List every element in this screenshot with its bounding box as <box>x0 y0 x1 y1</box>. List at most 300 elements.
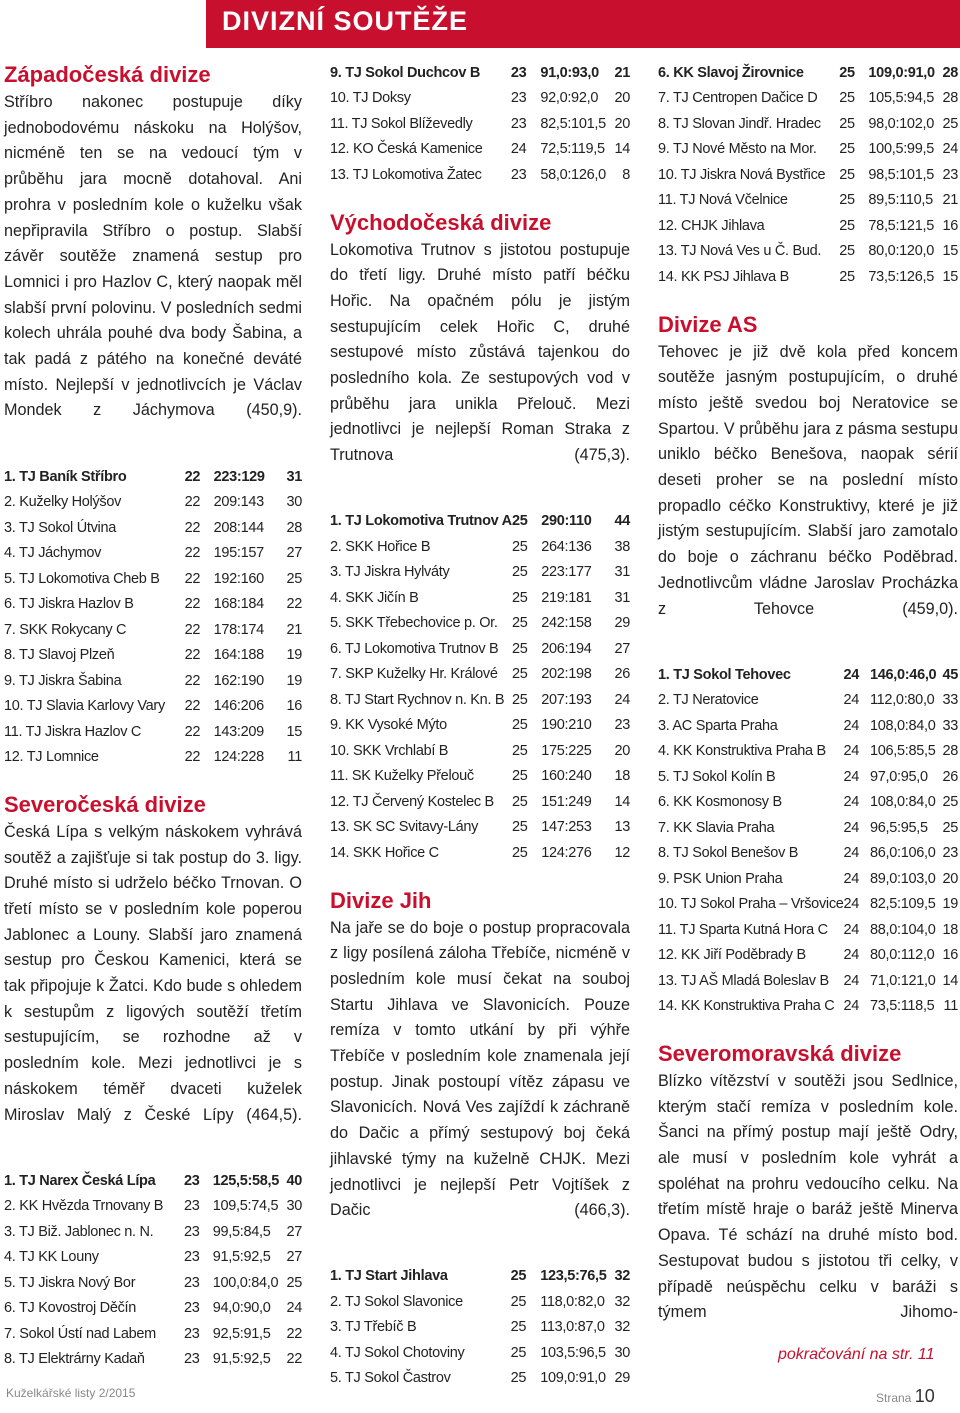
team-name: 12. TJ Lomnice <box>4 749 99 766</box>
games-played: 23 <box>183 1198 200 1215</box>
score: 82,5:101,5 <box>540 115 606 132</box>
points: 8 <box>622 166 630 183</box>
games-played: 24 <box>843 692 860 709</box>
team-name: 11. TJ Sokol Blíževedly <box>330 115 473 132</box>
points: 15 <box>942 268 958 285</box>
table-row <box>330 60 630 86</box>
score: 147:253 <box>541 819 592 836</box>
score: 160:240 <box>541 768 592 785</box>
points: 16 <box>286 698 302 715</box>
score: 88,0:104,0 <box>869 921 936 938</box>
team-name: 2. TJ Neratovice <box>658 692 759 709</box>
team-name: 5. TJ Jiskra Nový Bor <box>4 1274 136 1291</box>
points: 21 <box>286 621 302 638</box>
games-played: 25 <box>511 717 528 734</box>
standings-table-continued <box>330 60 630 188</box>
score: 92,0:92,0 <box>540 90 599 107</box>
points: 16 <box>942 947 958 964</box>
points: 14 <box>614 793 630 810</box>
games-played: 22 <box>184 494 201 511</box>
score: 223:129 <box>213 468 265 485</box>
games-played: 22 <box>184 468 201 485</box>
table-row <box>658 188 958 214</box>
points: 11 <box>287 749 302 766</box>
team-name: 10. SKK Vrchlabí B <box>330 742 449 759</box>
table-row <box>658 687 958 713</box>
score: 195:157 <box>213 545 264 562</box>
points: 28 <box>286 519 302 536</box>
table-row <box>4 1346 302 1372</box>
table-row <box>658 162 958 188</box>
games-played: 24 <box>843 819 860 836</box>
table-row <box>658 86 958 112</box>
points: 27 <box>614 640 630 657</box>
points: 23 <box>614 717 630 734</box>
table-row <box>330 687 630 713</box>
games-played: 25 <box>511 666 528 683</box>
team-name: 6. TJ Jiskra Hazlov B <box>4 596 134 613</box>
table-row <box>658 764 958 790</box>
games-played: 23 <box>510 64 527 81</box>
team-name: 7. SKK Rokycany C <box>4 621 127 638</box>
table-row <box>658 239 958 265</box>
score: 113,0:87,0 <box>540 1319 605 1336</box>
games-played: 22 <box>184 570 201 587</box>
games-played: 24 <box>843 743 860 760</box>
points: 18 <box>942 921 958 938</box>
games-played: 25 <box>511 589 528 606</box>
points: 25 <box>286 1274 302 1291</box>
team-name: 6. TJ Lokomotiva Trutnov B <box>330 640 499 657</box>
table-row <box>658 917 958 943</box>
games-played: 22 <box>184 749 201 766</box>
games-played: 22 <box>184 647 201 664</box>
team-name: 4. TJ Jáchymov <box>4 545 102 562</box>
table-row <box>658 213 958 239</box>
score: 98,5:101,5 <box>868 166 934 183</box>
score: 202:198 <box>541 666 592 683</box>
games-played: 22 <box>184 621 201 638</box>
score: 73,5:118,5 <box>869 998 935 1015</box>
score: 108,0:84,0 <box>869 717 936 734</box>
team-name: 10. TJ Jiskra Nová Bystřice <box>658 166 826 183</box>
section-severomoravska <box>658 1041 958 1352</box>
team-name: 2. SKK Hořice B <box>330 538 431 555</box>
points: 33 <box>942 692 958 709</box>
team-name: 5. TJ Sokol Kolín B <box>658 768 776 785</box>
games-played: 23 <box>183 1274 200 1291</box>
score: 208:144 <box>213 519 264 536</box>
table-row <box>4 515 302 541</box>
table-row <box>4 1321 302 1347</box>
table-row <box>330 636 630 662</box>
score: 112,0:80,0 <box>869 692 935 709</box>
team-name: 4. TJ Sokol Chotoviny <box>330 1344 465 1361</box>
games-played: 23 <box>510 90 527 107</box>
games-played: 23 <box>510 115 527 132</box>
table-row <box>4 642 302 668</box>
games-played: 25 <box>510 1344 527 1361</box>
points: 14 <box>942 972 958 989</box>
games-played: 23 <box>183 1351 200 1368</box>
team-name: 12. KK Jiří Poděbrady B <box>658 947 806 964</box>
score: 100,5:99,5 <box>868 141 934 158</box>
points: 22 <box>286 596 302 613</box>
magazine-name: Kuželkářské listy 2/2015 <box>6 1386 136 1400</box>
score: 146,0:46,0 <box>869 666 937 683</box>
team-name: 13. SK SC Svitavy-Lány <box>330 819 479 836</box>
points: 21 <box>614 64 630 81</box>
games-played: 24 <box>843 794 860 811</box>
points: 32 <box>614 1268 630 1285</box>
table-row <box>330 534 630 560</box>
team-name: 2. KK Hvězda Trnovany B <box>4 1198 164 1215</box>
table-row <box>330 1315 630 1341</box>
table-row <box>330 713 630 739</box>
score: 98,0:102,0 <box>868 115 934 132</box>
team-name: 8. TJ Start Rychnov n. Kn. B <box>330 691 505 708</box>
games-played: 23 <box>183 1325 200 1342</box>
score: 73,5:126,5 <box>868 268 934 285</box>
points: 26 <box>614 666 630 683</box>
games-played: 25 <box>510 1293 527 1310</box>
table-row <box>4 1270 302 1296</box>
table-row <box>330 86 630 112</box>
team-name: 14. SKK Hořice C <box>330 844 439 861</box>
points: 29 <box>614 1370 630 1387</box>
team-name: 1. TJ Baník Stříbro <box>4 468 127 485</box>
table-row <box>658 866 958 892</box>
section-title: Východočeská divize <box>330 209 552 235</box>
score: 290:110 <box>541 513 592 530</box>
table-row <box>4 617 302 643</box>
score: 123,5:76,5 <box>540 1268 607 1285</box>
continuation-link[interactable]: pokračování na str. 11 <box>778 1346 935 1363</box>
games-played: 25 <box>839 141 855 158</box>
games-played: 22 <box>184 672 201 689</box>
games-played: 25 <box>511 768 528 785</box>
table-row <box>658 942 958 968</box>
score: 109,0:91,0 <box>540 1370 606 1387</box>
score: 89,5:110,5 <box>868 192 933 209</box>
table-row <box>330 815 630 841</box>
team-name: 7. TJ Centropen Dačice D <box>658 90 818 107</box>
column-right <box>658 58 958 1352</box>
team-name: 10. TJ Doksy <box>330 90 411 107</box>
team-name: 4. SKK Jičín B <box>330 589 419 606</box>
team-name: 8. TJ Slavoj Plzeň <box>4 647 115 664</box>
score: 80,0:120,0 <box>868 243 934 260</box>
points: 25 <box>942 115 958 132</box>
score: 223:177 <box>541 564 592 581</box>
standings-table <box>330 509 630 866</box>
table-row <box>658 264 958 290</box>
team-name: 13. TJ Nová Ves u Č. Bud. <box>658 243 822 260</box>
score: 96,5:95,5 <box>869 819 928 836</box>
points: 11 <box>943 998 958 1015</box>
games-played: 24 <box>843 768 860 785</box>
points: 24 <box>942 141 958 158</box>
score: 146:206 <box>213 698 264 715</box>
points: 19 <box>942 896 958 913</box>
score: 82,5:109,5 <box>869 896 936 913</box>
team-name: 7. Sokol Ústí nad Labem <box>4 1325 156 1342</box>
points: 45 <box>942 666 958 683</box>
table-row <box>658 111 958 137</box>
score: 264:136 <box>541 538 592 555</box>
points: 33 <box>942 717 958 734</box>
table-row <box>330 1340 630 1366</box>
score: 71,0:121,0 <box>869 972 936 989</box>
points: 28 <box>942 743 958 760</box>
team-name: 6. KK Kosmonosy B <box>658 794 782 811</box>
table-row <box>4 1168 302 1194</box>
score: 103,5:96,5 <box>540 1344 606 1361</box>
score: 118,0:82,0 <box>540 1293 605 1310</box>
games-played: 25 <box>511 640 528 657</box>
score: 162:190 <box>213 672 264 689</box>
team-name: 1. TJ Lokomotiva Trutnov A <box>330 513 512 530</box>
section-severoceska <box>4 792 302 1372</box>
points: 18 <box>614 768 630 785</box>
games-played: 22 <box>184 596 201 613</box>
points: 22 <box>286 1351 302 1368</box>
table-row <box>658 993 958 1019</box>
table-row <box>330 162 630 188</box>
team-name: 3. TJ Biž. Jablonec n. N. <box>4 1223 154 1240</box>
games-played: 23 <box>510 166 527 183</box>
team-name: 11. TJ Sparta Kutná Hora C <box>658 921 828 938</box>
team-name: 6. KK Slavoj Žirovnice <box>658 64 804 81</box>
section-as <box>658 312 958 1019</box>
table-row <box>4 1244 302 1270</box>
table-row <box>4 540 302 566</box>
points: 25 <box>942 794 958 811</box>
page-label: Strana <box>876 1391 912 1405</box>
table-row <box>4 1219 302 1245</box>
team-name: 10. TJ Sokol Praha – Vršovice <box>658 896 844 913</box>
points: 15 <box>286 723 302 740</box>
games-played: 25 <box>839 90 855 107</box>
score: 108,0:84,0 <box>869 794 936 811</box>
table-row <box>330 764 630 790</box>
team-name: 2. TJ Sokol Slavonice <box>330 1293 463 1310</box>
table-row <box>658 891 958 917</box>
score: 105,5:94,5 <box>868 90 934 107</box>
table-row <box>4 464 302 490</box>
section-jih <box>330 888 630 1392</box>
score: 207:193 <box>541 691 592 708</box>
team-name: 6. TJ Kovostroj Děčín <box>4 1300 137 1317</box>
games-played: 22 <box>184 723 201 740</box>
points: 29 <box>614 615 630 632</box>
games-played: 23 <box>183 1223 200 1240</box>
table-row <box>330 560 630 586</box>
games-played: 24 <box>843 896 860 913</box>
points: 40 <box>286 1172 302 1189</box>
team-name: 8. TJ Sokol Benešov B <box>658 845 799 862</box>
score: 97,0:95,0 <box>869 768 928 785</box>
points: 23 <box>942 166 958 183</box>
section-title: Severočeská divize <box>4 791 206 817</box>
games-played: 25 <box>839 217 855 234</box>
table-row <box>330 111 630 137</box>
team-name: 7. SKP Kuželky Hr. Králové <box>330 666 498 683</box>
points: 26 <box>942 768 958 785</box>
games-played: 25 <box>511 615 528 632</box>
team-name: 1. TJ Start Jihlava <box>330 1268 448 1285</box>
games-played: 25 <box>511 819 528 836</box>
games-played: 24 <box>843 845 860 862</box>
points: 20 <box>614 90 630 107</box>
table-row <box>330 840 630 866</box>
points: 12 <box>614 844 630 861</box>
standings-table-continued <box>658 60 958 290</box>
points: 16 <box>942 217 958 234</box>
table-row <box>4 591 302 617</box>
section-text: Česká Lípa s velkým náskokem vyhrává soutěž a zajišťuje si tak postup do 3. ligy. Druhé místo si udrželo béčko Trnovan. O třetí místo se v posledním kole poperou Jablonec a Louny. Slabší jaro znamená sestup pro Českou Kamenici, která se tak připojuje k Žatci. Kdo bude s ohledem k sestupům z ligových soutěží třetím sestupujícím, se rozhodne až v posledním kole. Mezi jednotlivci je s náskokem téměř dvaceti kuželek Miroslav Malý z České Lípy (464,5). <box>4 822 302 1124</box>
table-row <box>658 662 958 688</box>
standings-table <box>4 1168 302 1372</box>
team-name: 14. KK Konstruktiva Praha C <box>658 998 835 1015</box>
team-name: 1. TJ Sokol Tehovec <box>658 666 791 683</box>
points: 13 <box>614 819 630 836</box>
team-name: 9. TJ Jiskra Šabina <box>4 672 122 689</box>
games-played: 25 <box>510 1370 527 1387</box>
section-zapadoceska <box>4 62 302 770</box>
section-title: Západočeská divize <box>4 62 211 87</box>
table-row <box>330 509 630 535</box>
score: 91,0:93,0 <box>540 64 599 81</box>
team-name: 11. SK Kuželky Přelouč <box>330 768 474 785</box>
score: 72,5:119,5 <box>540 141 605 158</box>
standings-table <box>4 464 302 770</box>
score: 78,5:121,5 <box>868 217 934 234</box>
team-name: 9. PSK Union Praha <box>658 870 783 887</box>
score: 151:249 <box>541 793 592 810</box>
team-name: 5. TJ Sokol Častrov <box>330 1370 451 1387</box>
section-text: Blízko vítězství v soutěži jsou Sedlnice, kterým stačí remíza v posledním kole. Šanci na přímý postup mají ještě Odry, ale musí v posledním kole vyhrát a spoléhat na prohru vedoucího celku. Na třetím místě hraje o baráž ještě Minerva Opava. Té schází na druhé místo bod. Sestupovat budou s jistotou tři celky, v případě neúspěchu celku v baráži s týmem Jihomo- <box>658 1071 958 1322</box>
games-played: 23 <box>183 1249 200 1266</box>
score: 192:160 <box>213 570 264 587</box>
score: 168:184 <box>213 596 264 613</box>
table-row <box>330 585 630 611</box>
points: 21 <box>942 192 958 209</box>
section-text: Na jaře se do boje o postup propracovala z ligy posílená záloha Třebíče, nicméně v posledním kole musí čekat na souboj Startu Jihlava ve Slavonicích. Pouze remíza v tomto utkání by při výhře Třebíče v posledním kole znamenala její postup. Jinak postoupí vítěz zápasu ve Slavonicích. Nová Ves zajíždí k záchraně do Dačic a přímý sestupový boj čeká jihlavské týmy na kuželně CHJK. Mezi jednotlivci je nejlepší Petr Vojtíšek z Dačic (466,3). <box>330 918 630 1220</box>
games-played: 25 <box>510 1319 527 1336</box>
points: 32 <box>614 1293 630 1310</box>
points: 24 <box>286 1300 302 1317</box>
team-name: 9. TJ Nové Město na Mor. <box>658 141 817 158</box>
games-played: 22 <box>184 519 201 536</box>
games-played: 24 <box>843 998 860 1015</box>
team-name: 13. TJ Lokomotiva Žatec <box>330 166 482 183</box>
score: 143:209 <box>213 723 264 740</box>
points: 32 <box>614 1319 630 1336</box>
table-row <box>4 744 302 770</box>
score: 94,0:90,0 <box>212 1300 271 1317</box>
section-text: Tehovec je již dvě kola před koncem soutěže jasným postupujícím, o druhé místo ještě svedou boj Neratovice se Spartou. V průběhu jara z pásma sestupu uniklo béčko Benešova, naopak sérií deseti proher se na poslední místo propadlo céčko Konstruktivy, které je již jistým sestupujícím. Slabší jaro zamotalo do boje o záchranu béčko Poděbrad. Jednotlivcům vládne Jaroslav Procházka z Tehovce (459,0). <box>658 342 958 618</box>
score: 99,5:84,5 <box>212 1223 271 1240</box>
score: 80,0:112,0 <box>869 947 935 964</box>
section-text: Lokomotiva Trutnov s jistotou postupuje do třetí ligy. Druhé místo patří béčku Hořic. Na opačném pólu je jistým sestupujícím celek Hořic C, druhé sestupové místo zůstává tajenkou do posledního kola. Ze sestupových vod v průběhu jara unikla Přelouč. Mezi jednotlivci je nejlepší Roman Straka z Trutnova (475,3). <box>330 240 630 465</box>
score: 125,5:58,5 <box>212 1172 280 1189</box>
points: 24 <box>614 691 630 708</box>
games-played: 25 <box>511 538 528 555</box>
team-name: 13. TJ AŠ Mladá Boleslav B <box>658 972 829 989</box>
table-row <box>658 840 958 866</box>
table-row <box>330 789 630 815</box>
standings-table <box>330 1264 630 1392</box>
section-title: Severomoravská divize <box>658 1040 902 1066</box>
team-name: 3. TJ Třebíč B <box>330 1319 417 1336</box>
points: 27 <box>286 1223 302 1240</box>
table-row <box>330 1366 630 1392</box>
score: 86,0:106,0 <box>869 845 936 862</box>
table-row <box>4 1295 302 1321</box>
team-name: 2. Kuželky Holýšov <box>4 494 122 511</box>
points: 30 <box>614 1344 630 1361</box>
table-row <box>658 815 958 841</box>
games-played: 24 <box>510 141 527 158</box>
games-played: 24 <box>843 921 860 938</box>
column-left <box>4 58 302 1394</box>
points: 20 <box>614 742 630 759</box>
team-name: 8. TJ Slovan Jindř. Hradec <box>658 115 821 132</box>
table-row <box>330 1289 630 1315</box>
score: 89,0:103,0 <box>869 870 936 887</box>
page-title: DIVIZNÍ SOUTĚŽE <box>222 6 469 36</box>
points: 23 <box>942 845 958 862</box>
team-name: 14. KK PSJ Jihlava B <box>658 268 790 285</box>
table-row <box>330 1264 630 1290</box>
table-row <box>658 789 958 815</box>
table-row <box>330 137 630 163</box>
points: 30 <box>286 1198 302 1215</box>
standings-table <box>658 662 958 1019</box>
games-played: 22 <box>184 545 201 562</box>
column-middle <box>330 58 630 1413</box>
table-row <box>658 713 958 739</box>
score: 124:228 <box>213 749 264 766</box>
games-played: 25 <box>511 564 528 581</box>
points: 14 <box>614 141 630 158</box>
section-title: Divize Jih <box>330 887 432 913</box>
team-name: 9. TJ Sokol Duchcov B <box>330 64 481 81</box>
team-name: 5. TJ Lokomotiva Cheb B <box>4 570 160 587</box>
score: 109,0:91,0 <box>868 64 935 81</box>
games-played: 24 <box>843 947 860 964</box>
points: 22 <box>286 1325 302 1342</box>
points: 19 <box>286 672 302 689</box>
table-row <box>330 738 630 764</box>
points: 27 <box>286 545 302 562</box>
games-played: 25 <box>839 243 855 260</box>
score: 91,5:92,5 <box>212 1249 271 1266</box>
points: 44 <box>614 513 630 530</box>
games-played: 24 <box>843 717 860 734</box>
table-row <box>4 668 302 694</box>
section-vychodoceska <box>330 210 630 866</box>
points: 25 <box>286 570 302 587</box>
team-name: 11. TJ Nová Včelnice <box>658 192 788 209</box>
score: 92,5:91,5 <box>212 1325 271 1342</box>
table-row <box>658 738 958 764</box>
games-played: 24 <box>843 666 860 683</box>
score: 164:188 <box>213 647 264 664</box>
table-row <box>4 566 302 592</box>
team-name: 1. TJ Narex Česká Lípa <box>4 1172 156 1189</box>
